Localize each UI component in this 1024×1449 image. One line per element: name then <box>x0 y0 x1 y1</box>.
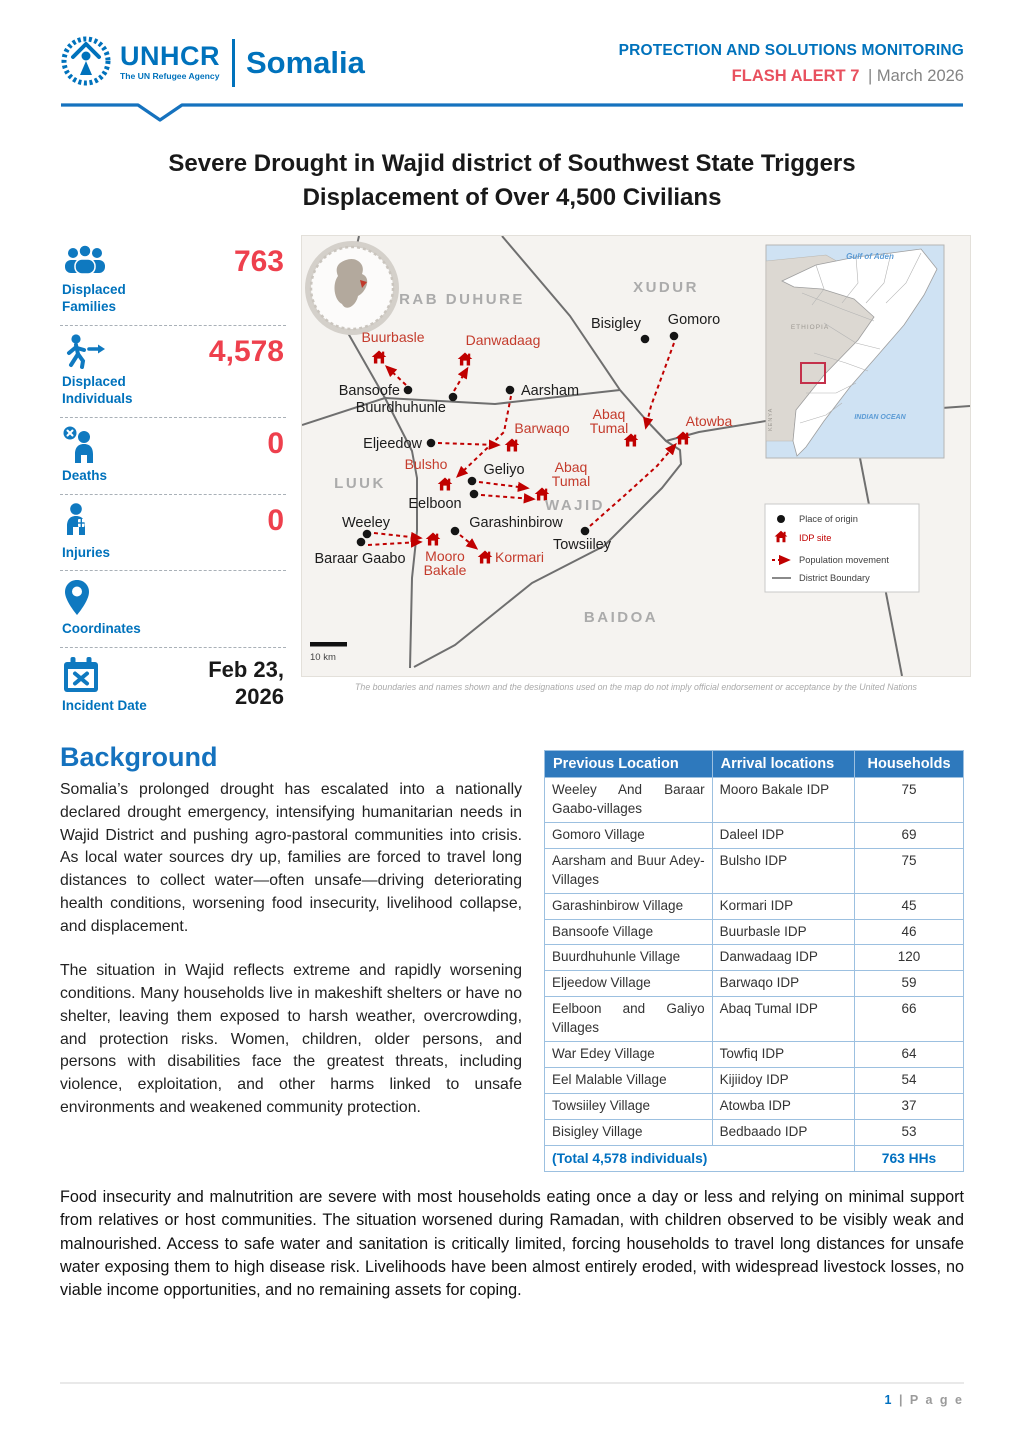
stat-value: 4,578 <box>208 334 284 368</box>
region-label: WAJID <box>544 497 606 515</box>
somalia-locator-inset <box>766 245 944 458</box>
alert-line <box>619 67 964 86</box>
table-total-label: (Total 4,578 individuals) <box>545 1145 855 1171</box>
table-cell: 59 <box>855 971 964 997</box>
footer-rule <box>60 1382 964 1384</box>
unhcr-tagline: The UN Refugee Agency <box>120 70 220 81</box>
table-total-value: 763 HHs <box>855 1145 964 1171</box>
idp-site-label: Abaq <box>592 406 626 423</box>
stat-item <box>60 495 286 572</box>
origin-point <box>506 386 515 395</box>
page-title <box>60 147 964 214</box>
displacement-table-column <box>544 740 964 1172</box>
idp-site-label: Kormari <box>495 549 545 566</box>
idp-site-label: Abaq <box>554 459 588 476</box>
displaced-families-icon <box>62 243 170 279</box>
table-cell: 46 <box>855 919 964 945</box>
table-row <box>545 997 964 1042</box>
stat-label: Injuries <box>62 544 111 560</box>
background-paragraph-1: Somalia’s prolonged drought has escalated into a nationally declared drought emergency, intensifying humanitarian needs in Wajid District and pushing agro-pastoral communities into crisis. As local water sources dry up, families are forced to travel long distances to collect water—often unsafe—driving deteriorating health conditions, worsening food insecurity, livelihood collapse, and displacement. <box>60 781 522 935</box>
background-row <box>60 740 964 1172</box>
table-header-cell: Households <box>855 751 964 778</box>
place-label: Baraar Gaabo <box>314 551 406 568</box>
stat-left <box>62 502 110 562</box>
stat-left <box>62 655 147 715</box>
table-row <box>545 1119 964 1145</box>
map-column <box>302 236 970 724</box>
table-cell: 54 <box>855 1067 964 1093</box>
table-cell: 64 <box>855 1041 964 1067</box>
stat-value: 0 <box>267 426 284 460</box>
origin-point <box>449 393 458 402</box>
place-label: Eelboon <box>408 496 462 513</box>
table-cell: Weeley And Baraar Gaabo-villages <box>545 778 713 823</box>
displaced-individuals-icon <box>62 333 170 371</box>
origin-point <box>404 386 413 395</box>
scale-label: 10 km <box>310 652 336 664</box>
idp-site-label: Danwadaag <box>465 332 541 349</box>
header <box>60 34 964 91</box>
table-header-cell: Previous Location <box>545 751 713 778</box>
table-cell: Eel Malable Village <box>545 1067 713 1093</box>
table-row <box>545 1093 964 1119</box>
map-legend <box>765 504 919 592</box>
origin-point <box>468 477 477 486</box>
table-cell: Buurdhuhunle Village <box>545 945 713 971</box>
table-header-cell: Arrival locations <box>712 751 854 778</box>
stat-item <box>60 418 286 495</box>
table-cell: Bulsho IDP <box>712 848 854 893</box>
place-label: Weeley <box>341 515 391 532</box>
table-cell: Bedbaado IDP <box>712 1119 854 1145</box>
map-svg <box>302 236 970 676</box>
table-header-row <box>545 751 964 778</box>
stat-label: Coordinates <box>62 621 141 637</box>
origin-point <box>670 332 679 341</box>
map-disclaimer: The boundaries and names shown and the designations used on the map do not imply official endorsement or acceptance by the United Nations <box>355 682 917 693</box>
place-label: Geliyo <box>483 462 525 479</box>
table-cell: 75 <box>855 848 964 893</box>
table-cell: War Edey Village <box>545 1041 713 1067</box>
region-label: LUUK <box>334 475 386 493</box>
origin-point <box>470 490 479 499</box>
background-paragraph-2: The situation in Wajid reflects extreme and rapidly worsening conditions. Many households live in makeshift shelters or have no shelter, leaving them exposed to harsh weather, overcrowding, and protection risks. Women, children, older persons, and persons with disabilities face the greatest threats, including violence, exploitation, and other harms linked to unsafe environments and weakened community protection. <box>60 962 522 1116</box>
table-row <box>545 1041 964 1067</box>
place-label: Buurdhuhunle <box>355 400 446 417</box>
food-insecurity-paragraph: Food insecurity and malnutrition are severe with most households eating once a day or less and relying on minimal support from relatives or host communities. The situation worsened during Ramadan, with children observed to be visibly weak and malnourished. Access to safe water and sanitation is critically limited, forcing households to travel long distances for unsafe water exposing them to high disease risk. Livelihoods have been almost entirely eroded, with widespread livestock losses, no viable income opportunities, and no remaining assets for coping. <box>60 1187 964 1300</box>
footer <box>60 1382 964 1407</box>
table-cell: Mooro Bakale IDP <box>712 778 854 823</box>
legend-label: IDP site <box>799 533 832 544</box>
table-cell: Atowba IDP <box>712 1093 854 1119</box>
coordinates-icon <box>62 578 141 618</box>
place-label: Towsiiley <box>552 537 612 554</box>
flash-alert-label: FLASH ALERT 7 <box>731 67 860 85</box>
stat-item <box>60 236 286 326</box>
table-cell: Gomoro Village <box>545 822 713 848</box>
header-meta <box>619 42 964 86</box>
key-figures-sidebar <box>60 236 302 724</box>
idp-site-label: Buurbasle <box>361 329 425 346</box>
origin-point <box>451 527 460 536</box>
stat-left <box>62 333 170 408</box>
stat-value: Feb 23, 2026 <box>208 657 284 709</box>
table-row <box>545 848 964 893</box>
table-cell: Towfiq IDP <box>712 1041 854 1067</box>
table-row <box>545 945 964 971</box>
place-label: Eljeedow <box>363 436 422 453</box>
monitoring-label: PROTECTION AND SOLUTIONS MONITORING <box>618 42 964 59</box>
idp-site-label: Bakale <box>423 562 467 579</box>
table-cell: Bisigley Village <box>545 1119 713 1145</box>
page-number: 1 <box>884 1393 894 1407</box>
table-cell: Garashinbirow Village <box>545 893 713 919</box>
table-row <box>545 893 964 919</box>
table-cell: Towsiiley Village <box>545 1093 713 1119</box>
stat-value: 763 <box>233 245 284 279</box>
stat-left <box>62 578 141 638</box>
logo-divider <box>232 39 235 87</box>
table-cell: Kijiidoy IDP <box>712 1067 854 1093</box>
place-label: Bansoofe <box>338 383 400 400</box>
page-label: | P a g e <box>898 1393 964 1407</box>
page-title-line2: Displacement of Over 4,500 Civilians <box>302 183 722 211</box>
table-row <box>545 822 964 848</box>
stat-value: 0 <box>267 503 284 537</box>
table-cell: Danwadaag IDP <box>712 945 854 971</box>
table-total-row <box>545 1145 964 1171</box>
table-cell: Bansoofe Village <box>545 919 713 945</box>
table-row <box>545 778 964 823</box>
idp-site-label: Atowba <box>685 413 733 430</box>
place-label: Aarsham <box>521 383 580 400</box>
background-heading: Background <box>60 742 218 773</box>
stat-label: Displaced Individuals <box>62 373 133 406</box>
deaths-icon <box>62 425 107 465</box>
unhcr-text: UNHCR <box>120 41 220 72</box>
idp-site-label: Bulsho <box>404 456 448 473</box>
page-indicator <box>60 1393 964 1407</box>
origin-point <box>581 527 590 536</box>
gulf-of-aden-label: Gulf of Aden <box>846 252 894 262</box>
alert-date: | March 2026 <box>867 67 964 85</box>
table-cell: Buurbasle IDP <box>712 919 854 945</box>
idp-site-label: Barwaqo <box>514 420 570 437</box>
injuries-icon <box>62 502 110 542</box>
stat-left <box>62 243 170 316</box>
table-cell: Aarsham and Buur Adey-Villages <box>545 848 713 893</box>
table-cell: 120 <box>855 945 964 971</box>
table-cell: 66 <box>855 997 964 1042</box>
stat-label: Incident Date <box>62 698 147 714</box>
content-row <box>60 236 964 724</box>
background-text-column <box>60 740 522 1172</box>
table-cell: 75 <box>855 778 964 823</box>
place-label: Garashinbirow <box>469 515 563 532</box>
table-row <box>545 1067 964 1093</box>
origin-point <box>427 439 436 448</box>
stat-item <box>60 648 286 724</box>
indian-ocean-label: INDIAN OCEAN <box>854 414 906 422</box>
legend-origin-icon <box>777 515 785 523</box>
table-cell: Kormari IDP <box>712 893 854 919</box>
table-cell: 37 <box>855 1093 964 1119</box>
table-cell: Eljeedow Village <box>545 971 713 997</box>
incident-date-icon <box>62 655 147 695</box>
country-label: Somalia <box>246 44 365 80</box>
stat-item <box>60 571 286 648</box>
header-rule <box>60 101 964 123</box>
displacement-map <box>302 236 970 676</box>
globe-inset-icon <box>308 244 396 332</box>
table-cell: Daleel IDP <box>712 822 854 848</box>
origin-point <box>641 335 650 344</box>
idp-site-label: Mooro <box>425 548 465 565</box>
region-label: RAB DUHURE <box>399 291 525 309</box>
table-cell: 45 <box>855 893 964 919</box>
legend-label: Population movement <box>799 555 889 566</box>
kenya-label: KENYA <box>768 407 774 432</box>
table-row <box>545 971 964 997</box>
unhcr-emblem-icon <box>60 34 112 91</box>
displacement-table <box>544 750 964 1172</box>
table-row <box>545 919 964 945</box>
origin-point <box>357 538 366 547</box>
legend-label: District Boundary <box>799 573 870 584</box>
table-cell: Barwaqo IDP <box>712 971 854 997</box>
table-cell: Eelboon and Galiyo Villages <box>545 997 713 1042</box>
place-label: Gomoro <box>667 312 721 329</box>
table-cell: 53 <box>855 1119 964 1145</box>
place-label: Bisigley <box>591 316 641 333</box>
region-label: XUDUR <box>633 279 699 297</box>
idp-site-label: Tumal <box>551 473 591 490</box>
idp-site-label: Tumal <box>589 420 629 437</box>
unhcr-wordmark <box>120 41 220 81</box>
page-title-line1: Severe Drought in Wajid district of Southwest State Triggers <box>168 150 856 177</box>
stat-label: Displaced Families <box>62 282 126 315</box>
legend-label: Place of origin <box>799 514 858 525</box>
stat-label: Deaths <box>62 467 108 483</box>
stat-left <box>62 425 107 485</box>
region-label: BAIDOA <box>583 609 659 627</box>
table-cell: Abaq Tumal IDP <box>712 997 854 1042</box>
ethiopia-label: ETHIOPIA <box>790 324 830 332</box>
unhcr-logo <box>60 34 365 91</box>
table-cell: 69 <box>855 822 964 848</box>
stat-item <box>60 326 286 418</box>
